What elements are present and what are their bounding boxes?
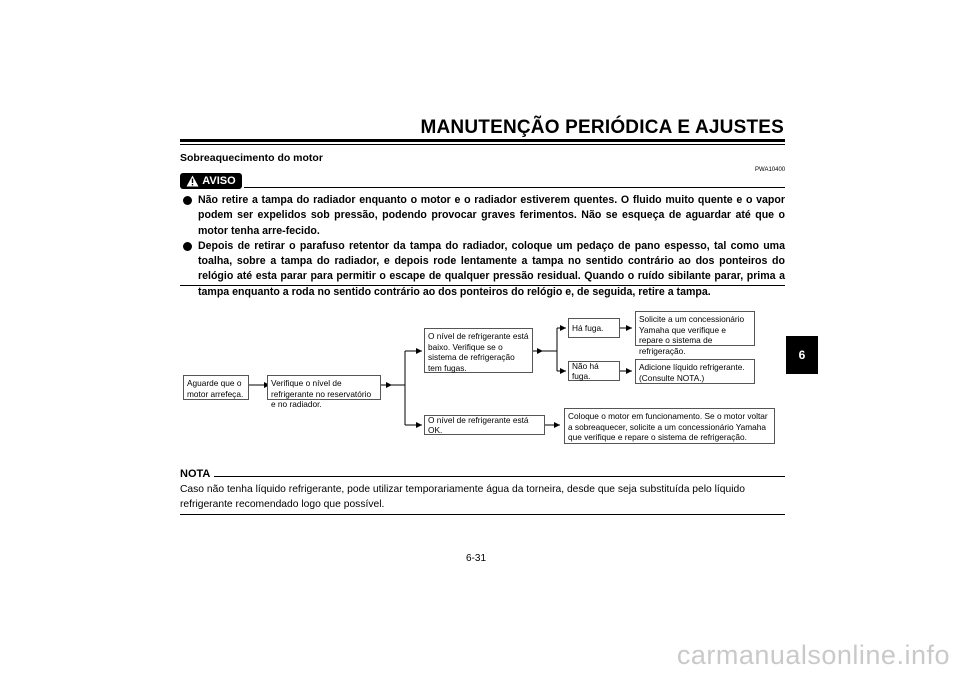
watermark: carmanualsonline.info (676, 640, 950, 670)
warning-bullet-text: Depois de retirar o parafuso retentor da tampa do radiador, coloque um pedaço de pano espesso, tal como uma toalha, sobre a tampa do radiador, e depois rode lentamente a tampa no sentido contrário ao dos ponteiros do relógio até esta parar para permitir o escape de qualquer pressão residual. Quando o ruído sibilante parar, prima a tampa enquanto a roda no sentido contrário ao dos ponteiros do relógio e, de seguida, retire a tampa. (198, 239, 785, 298)
flow-box-level-low: O nível de refrigerante está baixo. Verifique se o sistema de refrigeração tem fugas. (424, 328, 533, 373)
chapter-tab: 6 (786, 336, 818, 374)
warning-code: PWA10400 (755, 167, 786, 173)
flow-box-add-coolant: Adicione líquido refrigerante. (Consulte NOTA.) (635, 359, 755, 384)
flow-box-check-level: Verifique o nível de refrigerante no reservatório e no radiador. (267, 375, 381, 400)
note-text: Caso não tenha líquido refrigerante, pode utilizar temporariamente água da torneira, desde que seja substituída pelo líquido refrigerante recomendado logo que possível. (180, 484, 745, 510)
flow-box-no-leak: Não há fuga. (568, 361, 620, 381)
flow-box-run-engine: Coloque o motor em funcionamento. Se o motor voltar a sobreaquecer, solicite a um concessionário Yamaha que verifique e repare o sistema de refrigeração. (564, 408, 775, 444)
flow-box-leak: Há fuga. (568, 318, 620, 338)
flow-box-dealer: Solicite a um concessionário Yamaha que verifique e repare o sistema de refrigeração. (635, 311, 755, 346)
warning-bullet-text: Não retire a tampa do radiador enquanto o motor e o radiador estiverem quentes. O fluido muito quente e o vapor podem ser expelidos sob pressão, podendo provocar graves ferimentos. Não se esqueça de aguardar até que o motor tenha arre-fecido. (198, 194, 785, 237)
section-heading: Sobreaquecimento do motor (180, 152, 323, 164)
note-rule-top (214, 476, 785, 477)
flow-box-wait: Aguarde que o motor arrefeça. (183, 375, 249, 400)
note-rule-bottom (180, 514, 785, 515)
flow-box-level-ok: O nível de refrigerante está OK. (424, 415, 545, 435)
page-number: 6-31 (466, 553, 487, 564)
warning-label: AVISO (202, 175, 236, 187)
note-label: NOTA (180, 468, 211, 480)
page-title: MANUTENÇÃO PERIÓDICA E AJUSTES (420, 117, 784, 138)
